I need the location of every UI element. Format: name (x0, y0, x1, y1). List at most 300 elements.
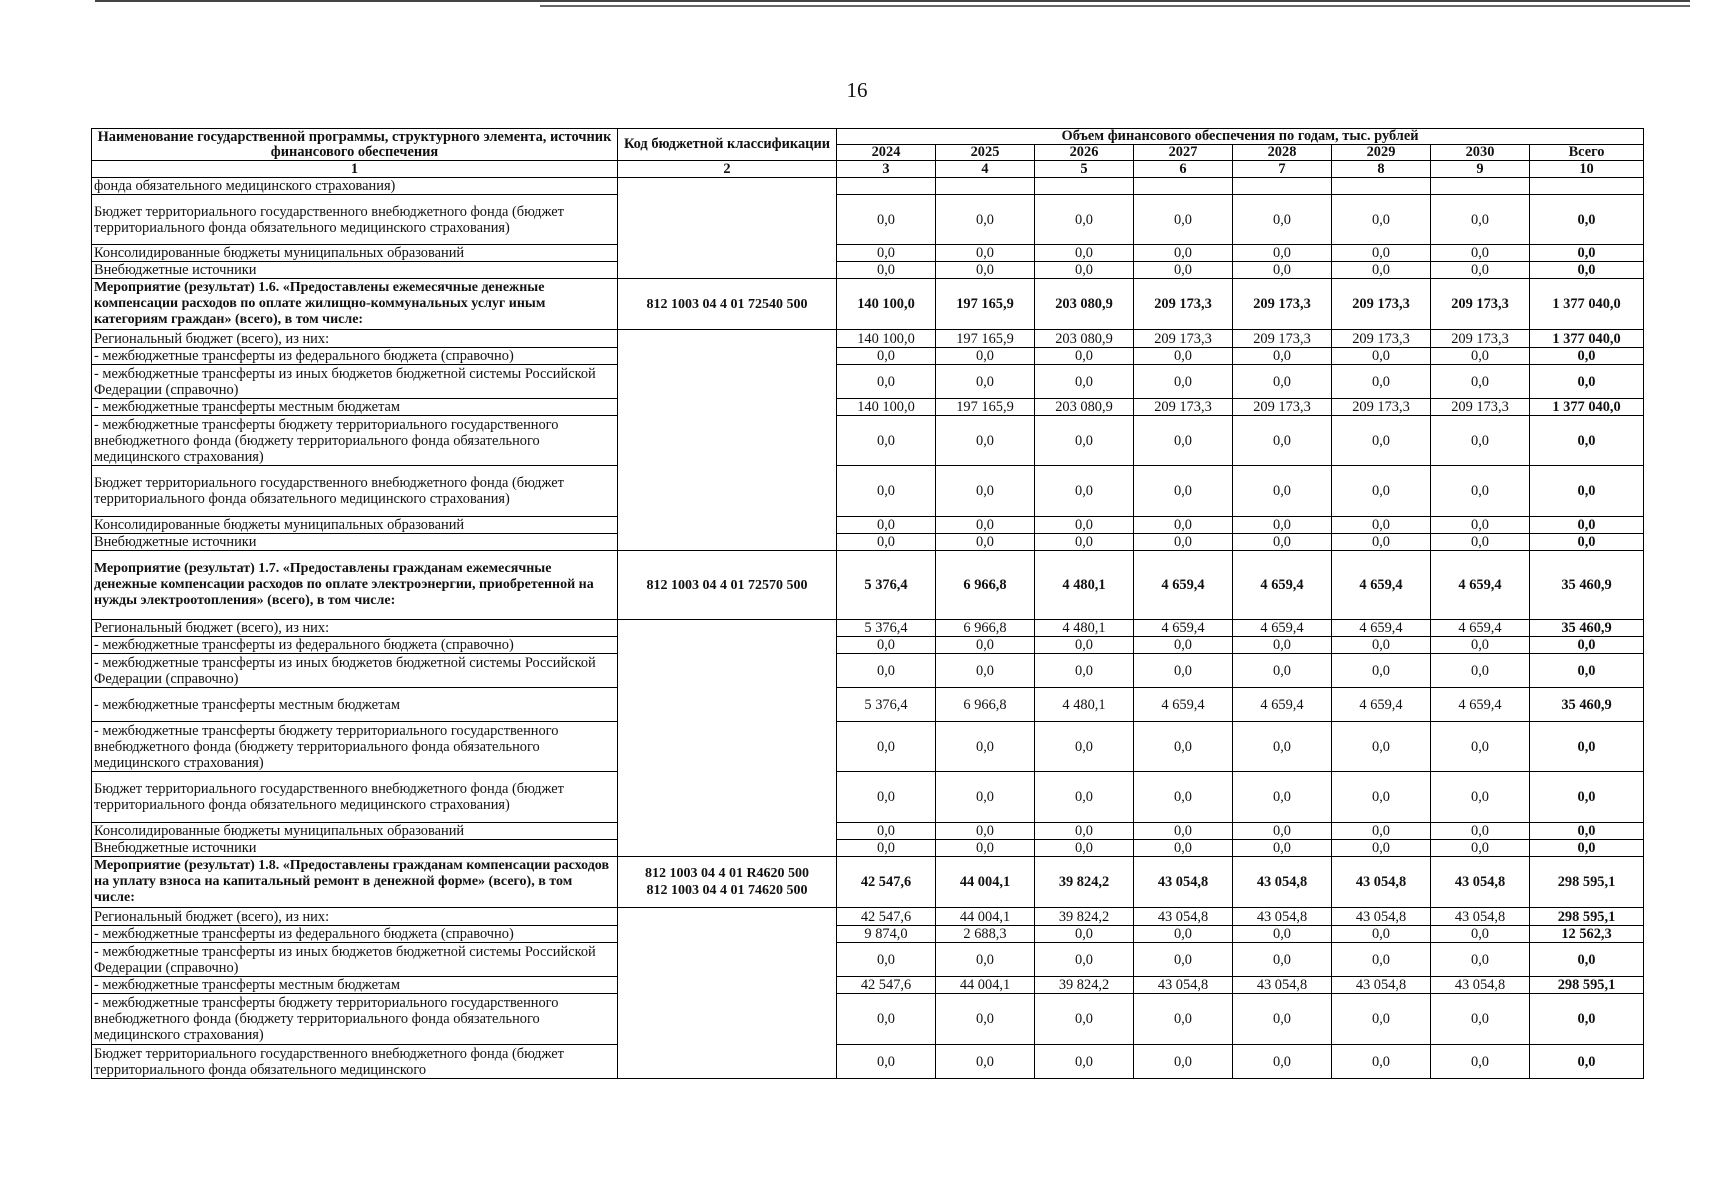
year-value-cell: 0,0 (837, 195, 936, 245)
year-value-cell: 209 173,3 (1431, 399, 1530, 416)
source-name-cell: Региональный бюджет (всего), из них: (92, 908, 618, 926)
header-colnum-4: 4 (936, 161, 1035, 178)
year-value-cell: 0,0 (1233, 534, 1332, 551)
year-value-cell: 203 080,9 (1035, 279, 1134, 330)
source-name-cell: Бюджет территориального государственного внебюджетного фонда (бюджет территориального фонда обязательного медицинского страхования) (92, 466, 618, 517)
year-value-cell: 0,0 (936, 722, 1035, 772)
year-value-cell: 0,0 (1233, 416, 1332, 466)
year-value-cell: 0,0 (1035, 926, 1134, 943)
year-value-cell: 5 376,4 (837, 688, 936, 722)
budget-code-cell (618, 857, 837, 908)
year-value-cell: 0,0 (1134, 994, 1233, 1045)
year-value-cell: 0,0 (1431, 943, 1530, 977)
year-value-cell: 0,0 (1233, 994, 1332, 1045)
year-value-cell: 209 173,3 (1134, 279, 1233, 330)
year-value-cell: 39 824,2 (1035, 977, 1134, 994)
total-value-cell: 0,0 (1530, 195, 1644, 245)
year-value-cell: 0,0 (837, 722, 936, 772)
year-value-cell: 0,0 (936, 262, 1035, 279)
total-value-cell: 0,0 (1530, 823, 1644, 840)
total-value-cell: 35 460,9 (1530, 620, 1644, 637)
budget-code-cell (618, 620, 837, 857)
year-value-cell: 0,0 (936, 534, 1035, 551)
table-body (92, 178, 1644, 1079)
total-value-cell (1530, 178, 1644, 195)
source-name-cell: Бюджет территориального государственного внебюджетного фонда (бюджет территориального фонда обязательного медицинского (92, 1045, 618, 1079)
source-name-cell: - межбюджетные трансферты местным бюджетам (92, 399, 618, 416)
year-value-cell: 0,0 (1431, 416, 1530, 466)
table-row (92, 926, 1644, 943)
total-value-cell: 35 460,9 (1530, 688, 1644, 722)
year-value-cell: 0,0 (1035, 823, 1134, 840)
year-value-cell: 0,0 (837, 840, 936, 857)
year-value-cell: 0,0 (1332, 840, 1431, 857)
year-value-cell: 0,0 (837, 772, 936, 823)
year-value-cell: 0,0 (1134, 365, 1233, 399)
year-value-cell: 0,0 (1233, 823, 1332, 840)
year-value-cell: 0,0 (1233, 943, 1332, 977)
top-rule (95, 0, 1690, 2)
year-value-cell: 0,0 (1134, 348, 1233, 365)
total-value-cell: 0,0 (1530, 654, 1644, 688)
year-value-cell: 0,0 (1035, 348, 1134, 365)
year-value-cell: 0,0 (837, 637, 936, 654)
year-value-cell: 0,0 (837, 245, 936, 262)
header-colnum-1: 1 (92, 161, 618, 178)
year-value-cell: 0,0 (936, 943, 1035, 977)
year-value-cell: 0,0 (1431, 348, 1530, 365)
source-name-cell: - межбюджетные трансферты из иных бюджетов бюджетной системы Российской Федерации (справочно) (92, 943, 618, 977)
year-value-cell: 0,0 (1134, 654, 1233, 688)
year-value-cell: 0,0 (837, 994, 936, 1045)
year-value-cell (1431, 178, 1530, 195)
header-year-2024: 2024 (837, 145, 936, 161)
table-row (92, 823, 1644, 840)
table-row (92, 688, 1644, 722)
year-value-cell: 0,0 (1431, 926, 1530, 943)
year-value-cell: 39 824,2 (1035, 908, 1134, 926)
year-value-cell: 0,0 (1134, 823, 1233, 840)
header-colnum-9: 9 (1431, 161, 1530, 178)
year-value-cell: 0,0 (1233, 926, 1332, 943)
header-colnum-10: 10 (1530, 161, 1644, 178)
table-row (92, 977, 1644, 994)
total-value-cell: 0,0 (1530, 416, 1644, 466)
year-value-cell: 0,0 (1035, 466, 1134, 517)
event-row (92, 279, 1644, 330)
year-value-cell: 0,0 (936, 654, 1035, 688)
total-value-cell: 0,0 (1530, 262, 1644, 279)
year-value-cell: 0,0 (1035, 722, 1134, 772)
year-value-cell: 0,0 (936, 772, 1035, 823)
year-value-cell: 0,0 (837, 466, 936, 517)
header-colnum-8: 8 (1332, 161, 1431, 178)
event-row (92, 857, 1644, 908)
year-value-cell: 4 659,4 (1134, 551, 1233, 620)
total-value-cell: 12 562,3 (1530, 926, 1644, 943)
table-header (92, 129, 1644, 178)
year-value-cell: 4 480,1 (1035, 551, 1134, 620)
total-value-cell: 0,0 (1530, 365, 1644, 399)
budget-code: 812 1003 04 4 01 R4620 500 (644, 866, 810, 881)
year-value-cell: 0,0 (936, 840, 1035, 857)
top-rule-secondary (540, 5, 1690, 7)
total-value-cell: 298 595,1 (1530, 908, 1644, 926)
table-row (92, 943, 1644, 977)
year-value-cell: 0,0 (1134, 195, 1233, 245)
year-value-cell: 209 173,3 (1233, 330, 1332, 348)
year-value-cell: 0,0 (837, 262, 936, 279)
source-name-cell: - межбюджетные трансферты бюджету территориального государственного внебюджетного фонда (бюджету территориального фонда обязательного медицинского страхования) (92, 994, 618, 1045)
source-name-cell: - межбюджетные трансферты местным бюджетам (92, 688, 618, 722)
year-value-cell: 209 173,3 (1431, 279, 1530, 330)
table-row (92, 620, 1644, 637)
year-value-cell (1035, 178, 1134, 195)
year-value-cell: 0,0 (936, 823, 1035, 840)
year-value-cell: 42 547,6 (837, 908, 936, 926)
source-name-cell: - межбюджетные трансферты из федерального бюджета (справочно) (92, 926, 618, 943)
year-value-cell: 0,0 (1134, 926, 1233, 943)
year-value-cell: 0,0 (837, 348, 936, 365)
year-value-cell: 203 080,9 (1035, 399, 1134, 416)
year-value-cell: 0,0 (1431, 517, 1530, 534)
header-code-column: Код бюджетной классификации (618, 129, 837, 161)
year-value-cell: 0,0 (936, 416, 1035, 466)
header-year-2026: 2026 (1035, 145, 1134, 161)
year-value-cell: 0,0 (1332, 517, 1431, 534)
year-value-cell (1134, 178, 1233, 195)
event-row (92, 551, 1644, 620)
source-name-cell: Региональный бюджет (всего), из них: (92, 330, 618, 348)
year-value-cell: 0,0 (1332, 637, 1431, 654)
year-value-cell: 0,0 (1035, 517, 1134, 534)
header-year-2029: 2029 (1332, 145, 1431, 161)
table-row (92, 517, 1644, 534)
table-row (92, 772, 1644, 823)
source-name-cell: Внебюджетные источники (92, 534, 618, 551)
year-value-cell: 42 547,6 (837, 977, 936, 994)
year-value-cell: 0,0 (1431, 772, 1530, 823)
year-value-cell: 209 173,3 (1332, 279, 1431, 330)
year-value-cell: 0,0 (936, 517, 1035, 534)
year-value-cell: 0,0 (1332, 348, 1431, 365)
page-number: 16 (846, 78, 868, 102)
header-colnum-7: 7 (1233, 161, 1332, 178)
year-value-cell: 5 376,4 (837, 620, 936, 637)
year-value-cell: 44 004,1 (936, 908, 1035, 926)
year-value-cell: 0,0 (1431, 466, 1530, 517)
table-row (92, 840, 1644, 857)
year-value-cell: 0,0 (1431, 262, 1530, 279)
source-name-cell: - межбюджетные трансферты бюджету территориального государственного внебюджетного фонда (бюджету территориального фонда обязательного медицинского страхования) (92, 416, 618, 466)
table-row (92, 654, 1644, 688)
table-row (92, 399, 1644, 416)
year-value-cell: 0,0 (1233, 466, 1332, 517)
year-value-cell: 0,0 (837, 654, 936, 688)
total-value-cell: 1 377 040,0 (1530, 399, 1644, 416)
table-row (92, 466, 1644, 517)
year-value-cell: 0,0 (1134, 517, 1233, 534)
year-value-cell: 0,0 (936, 245, 1035, 262)
event-name-cell: Мероприятие (результат) 1.7. «Предоставлены гражданам ежемесячные денежные компенсации расходов по оплате электроэнергии, приобретенной на нужды электроотопления» (всего), в том числе: (92, 551, 618, 620)
year-value-cell: 0,0 (837, 517, 936, 534)
year-value-cell: 6 966,8 (936, 551, 1035, 620)
year-value-cell: 4 659,4 (1431, 620, 1530, 637)
year-value-cell: 0,0 (1035, 245, 1134, 262)
year-value-cell: 4 659,4 (1134, 620, 1233, 637)
year-value-cell: 0,0 (1431, 245, 1530, 262)
year-value-cell: 0,0 (1035, 637, 1134, 654)
year-value-cell: 0,0 (1134, 722, 1233, 772)
year-value-cell: 0,0 (1134, 1045, 1233, 1079)
year-value-cell: 0,0 (1233, 772, 1332, 823)
header-year-2025: 2025 (936, 145, 1035, 161)
year-value-cell: 0,0 (936, 994, 1035, 1045)
year-value-cell: 9 874,0 (837, 926, 936, 943)
year-value-cell: 0,0 (1035, 943, 1134, 977)
year-value-cell: 4 659,4 (1233, 620, 1332, 637)
year-value-cell: 0,0 (1134, 772, 1233, 823)
year-value-cell: 4 659,4 (1332, 551, 1431, 620)
year-value-cell: 140 100,0 (837, 399, 936, 416)
year-value-cell: 0,0 (1332, 365, 1431, 399)
year-value-cell: 4 659,4 (1431, 551, 1530, 620)
year-value-cell: 0,0 (1233, 722, 1332, 772)
year-value-cell: 0,0 (1233, 840, 1332, 857)
year-value-cell: 0,0 (1332, 1045, 1431, 1079)
source-name-cell: Бюджет территориального государственного внебюджетного фонда (бюджет территориального фонда обязательного медицинского страхования) (92, 195, 618, 245)
total-value-cell: 0,0 (1530, 772, 1644, 823)
year-value-cell: 0,0 (1431, 994, 1530, 1045)
table-row (92, 330, 1644, 348)
year-value-cell: 0,0 (936, 466, 1035, 517)
year-value-cell: 4 480,1 (1035, 688, 1134, 722)
year-value-cell: 0,0 (837, 1045, 936, 1079)
year-value-cell: 0,0 (1233, 1045, 1332, 1079)
year-value-cell: 0,0 (1332, 722, 1431, 772)
year-value-cell: 0,0 (837, 823, 936, 840)
budget-code-cell (618, 551, 837, 620)
year-value-cell: 0,0 (1332, 943, 1431, 977)
total-value-cell: 35 460,9 (1530, 551, 1644, 620)
year-value-cell: 0,0 (1134, 416, 1233, 466)
total-value-cell: 0,0 (1530, 637, 1644, 654)
header-year-2027: 2027 (1134, 145, 1233, 161)
header-year-2030: 2030 (1431, 145, 1530, 161)
header-colnum-3: 3 (837, 161, 936, 178)
table-row (92, 722, 1644, 772)
year-value-cell: 0,0 (1431, 534, 1530, 551)
year-value-cell: 197 165,9 (936, 330, 1035, 348)
year-value-cell: 0,0 (1134, 245, 1233, 262)
year-value-cell: 0,0 (1035, 416, 1134, 466)
header-total: Всего (1530, 145, 1644, 161)
year-value-cell: 140 100,0 (837, 330, 936, 348)
year-value-cell: 209 173,3 (1431, 330, 1530, 348)
year-value-cell: 0,0 (1035, 365, 1134, 399)
year-value-cell: 0,0 (1332, 654, 1431, 688)
year-value-cell: 0,0 (1035, 840, 1134, 857)
table-row (92, 245, 1644, 262)
source-name-cell: Бюджет территориального государственного внебюджетного фонда (бюджет территориального фонда обязательного медицинского страхования) (92, 772, 618, 823)
year-value-cell: 0,0 (1431, 195, 1530, 245)
year-value-cell: 43 054,8 (1134, 908, 1233, 926)
year-value-cell: 44 004,1 (936, 977, 1035, 994)
year-value-cell: 0,0 (1332, 926, 1431, 943)
source-name-cell: Внебюджетные источники (92, 840, 618, 857)
year-value-cell: 0,0 (1233, 195, 1332, 245)
source-name-cell: - межбюджетные трансферты бюджету территориального государственного внебюджетного фонда (бюджету территориального фонда обязательного медицинского страхования) (92, 722, 618, 772)
year-value-cell: 4 659,4 (1431, 688, 1530, 722)
source-name-cell: - межбюджетные трансферты из федерального бюджета (справочно) (92, 348, 618, 365)
year-value-cell: 43 054,8 (1332, 977, 1431, 994)
year-value-cell: 0,0 (1035, 772, 1134, 823)
year-value-cell (1332, 178, 1431, 195)
year-value-cell: 0,0 (1233, 245, 1332, 262)
year-value-cell: 0,0 (1431, 823, 1530, 840)
budget-table (91, 128, 1644, 1079)
total-value-cell: 0,0 (1530, 534, 1644, 551)
year-value-cell: 39 824,2 (1035, 857, 1134, 908)
year-value-cell: 0,0 (1332, 534, 1431, 551)
source-name-cell: - межбюджетные трансферты из иных бюджетов бюджетной системы Российской Федерации (справочно) (92, 365, 618, 399)
year-value-cell: 0,0 (936, 365, 1035, 399)
year-value-cell: 0,0 (936, 195, 1035, 245)
budget-code-cell (618, 279, 837, 330)
year-value-cell (936, 178, 1035, 195)
total-value-cell: 298 595,1 (1530, 857, 1644, 908)
year-value-cell: 0,0 (1035, 1045, 1134, 1079)
year-value-cell: 0,0 (1332, 416, 1431, 466)
year-value-cell: 0,0 (1134, 534, 1233, 551)
year-value-cell: 0,0 (1431, 637, 1530, 654)
year-value-cell: 42 547,6 (837, 857, 936, 908)
year-value-cell: 0,0 (1134, 943, 1233, 977)
total-value-cell: 0,0 (1530, 517, 1644, 534)
year-value-cell: 43 054,8 (1233, 857, 1332, 908)
year-value-cell: 43 054,8 (1134, 977, 1233, 994)
year-value-cell: 0,0 (1332, 772, 1431, 823)
year-value-cell: 0,0 (1035, 994, 1134, 1045)
year-value-cell: 0,0 (1035, 654, 1134, 688)
year-value-cell: 6 966,8 (936, 688, 1035, 722)
year-value-cell: 4 480,1 (1035, 620, 1134, 637)
year-value-cell: 4 659,4 (1134, 688, 1233, 722)
budget-code: 812 1003 04 4 01 72540 500 (646, 296, 808, 312)
year-value-cell: 197 165,9 (936, 399, 1035, 416)
year-value-cell: 0,0 (936, 1045, 1035, 1079)
source-name-cell: Консолидированные бюджеты муниципальных образований (92, 245, 618, 262)
year-value-cell: 0,0 (1431, 654, 1530, 688)
year-value-cell: 0,0 (1233, 348, 1332, 365)
year-value-cell: 209 173,3 (1332, 399, 1431, 416)
year-value-cell: 0,0 (1332, 994, 1431, 1045)
total-value-cell: 0,0 (1530, 1045, 1644, 1079)
year-value-cell: 43 054,8 (1233, 908, 1332, 926)
table-row (92, 534, 1644, 551)
table-row (92, 994, 1644, 1045)
year-value-cell: 0,0 (1035, 262, 1134, 279)
table-row (92, 637, 1644, 654)
year-value-cell: 0,0 (837, 943, 936, 977)
year-value-cell: 0,0 (1332, 466, 1431, 517)
year-value-cell: 0,0 (1233, 637, 1332, 654)
table-row (92, 1045, 1644, 1079)
year-value-cell: 4 659,4 (1332, 620, 1431, 637)
year-value-cell: 0,0 (1035, 195, 1134, 245)
budget-code-cell (618, 908, 837, 1079)
header-name-column: Наименование государственной программы, структурного элемента, источник финансового обеспечения (92, 129, 618, 161)
year-value-cell: 0,0 (936, 348, 1035, 365)
year-value-cell: 197 165,9 (936, 279, 1035, 330)
total-value-cell: 0,0 (1530, 245, 1644, 262)
table-row (92, 908, 1644, 926)
total-value-cell: 0,0 (1530, 994, 1644, 1045)
year-value-cell: 0,0 (1233, 365, 1332, 399)
year-value-cell: 0,0 (1332, 245, 1431, 262)
year-value-cell: 43 054,8 (1431, 857, 1530, 908)
year-value-cell: 209 173,3 (1233, 279, 1332, 330)
year-value-cell: 0,0 (837, 534, 936, 551)
source-name-cell: - межбюджетные трансферты из иных бюджетов бюджетной системы Российской Федерации (справочно) (92, 654, 618, 688)
year-value-cell: 0,0 (1431, 1045, 1530, 1079)
budget-code: 812 1003 04 4 01 74620 500 (646, 883, 808, 898)
year-value-cell: 0,0 (1134, 262, 1233, 279)
year-value-cell: 209 173,3 (1134, 399, 1233, 416)
event-name-cell: Мероприятие (результат) 1.6. «Предоставлены ежемесячные денежные компенсации расходов по оплате жилищно-коммунальных услуг иным категориям граждан» (всего), в том числе: (92, 279, 618, 330)
year-value-cell: 4 659,4 (1332, 688, 1431, 722)
header-colnum-5: 5 (1035, 161, 1134, 178)
budget-code-cell (618, 330, 837, 551)
total-value-cell: 1 377 040,0 (1530, 330, 1644, 348)
year-value-cell: 0,0 (1431, 840, 1530, 857)
source-name-cell: - межбюджетные трансферты из федерального бюджета (справочно) (92, 637, 618, 654)
total-value-cell: 0,0 (1530, 466, 1644, 517)
year-value-cell: 0,0 (1134, 466, 1233, 517)
year-value-cell: 43 054,8 (1332, 857, 1431, 908)
year-value-cell (837, 178, 936, 195)
year-value-cell: 140 100,0 (837, 279, 936, 330)
year-value-cell: 5 376,4 (837, 551, 936, 620)
table-row (92, 365, 1644, 399)
year-value-cell: 4 659,4 (1233, 551, 1332, 620)
source-name-cell: - межбюджетные трансферты местным бюджетам (92, 977, 618, 994)
year-value-cell: 0,0 (1332, 823, 1431, 840)
year-value-cell: 6 966,8 (936, 620, 1035, 637)
table-row (92, 178, 1644, 195)
total-value-cell: 0,0 (1530, 943, 1644, 977)
source-name-cell: Региональный бюджет (всего), из них: (92, 620, 618, 637)
year-value-cell: 0,0 (1134, 840, 1233, 857)
year-value-cell: 0,0 (1233, 654, 1332, 688)
year-value-cell: 0,0 (837, 365, 936, 399)
year-value-cell: 209 173,3 (1233, 399, 1332, 416)
year-value-cell: 43 054,8 (1431, 977, 1530, 994)
total-value-cell: 298 595,1 (1530, 977, 1644, 994)
total-value-cell: 0,0 (1530, 722, 1644, 772)
table-row (92, 195, 1644, 245)
total-value-cell: 0,0 (1530, 840, 1644, 857)
year-value-cell: 209 173,3 (1134, 330, 1233, 348)
year-value-cell: 0,0 (1332, 262, 1431, 279)
year-value-cell (1233, 178, 1332, 195)
year-value-cell: 203 080,9 (1035, 330, 1134, 348)
total-value-cell: 0,0 (1530, 348, 1644, 365)
table-row (92, 262, 1644, 279)
year-value-cell: 0,0 (1035, 534, 1134, 551)
year-value-cell: 2 688,3 (936, 926, 1035, 943)
event-name-cell: Мероприятие (результат) 1.8. «Предоставлены гражданам компенсации расходов на уплату взноса на капитальный ремонт в денежной форме» (всего), в том числе: (92, 857, 618, 908)
